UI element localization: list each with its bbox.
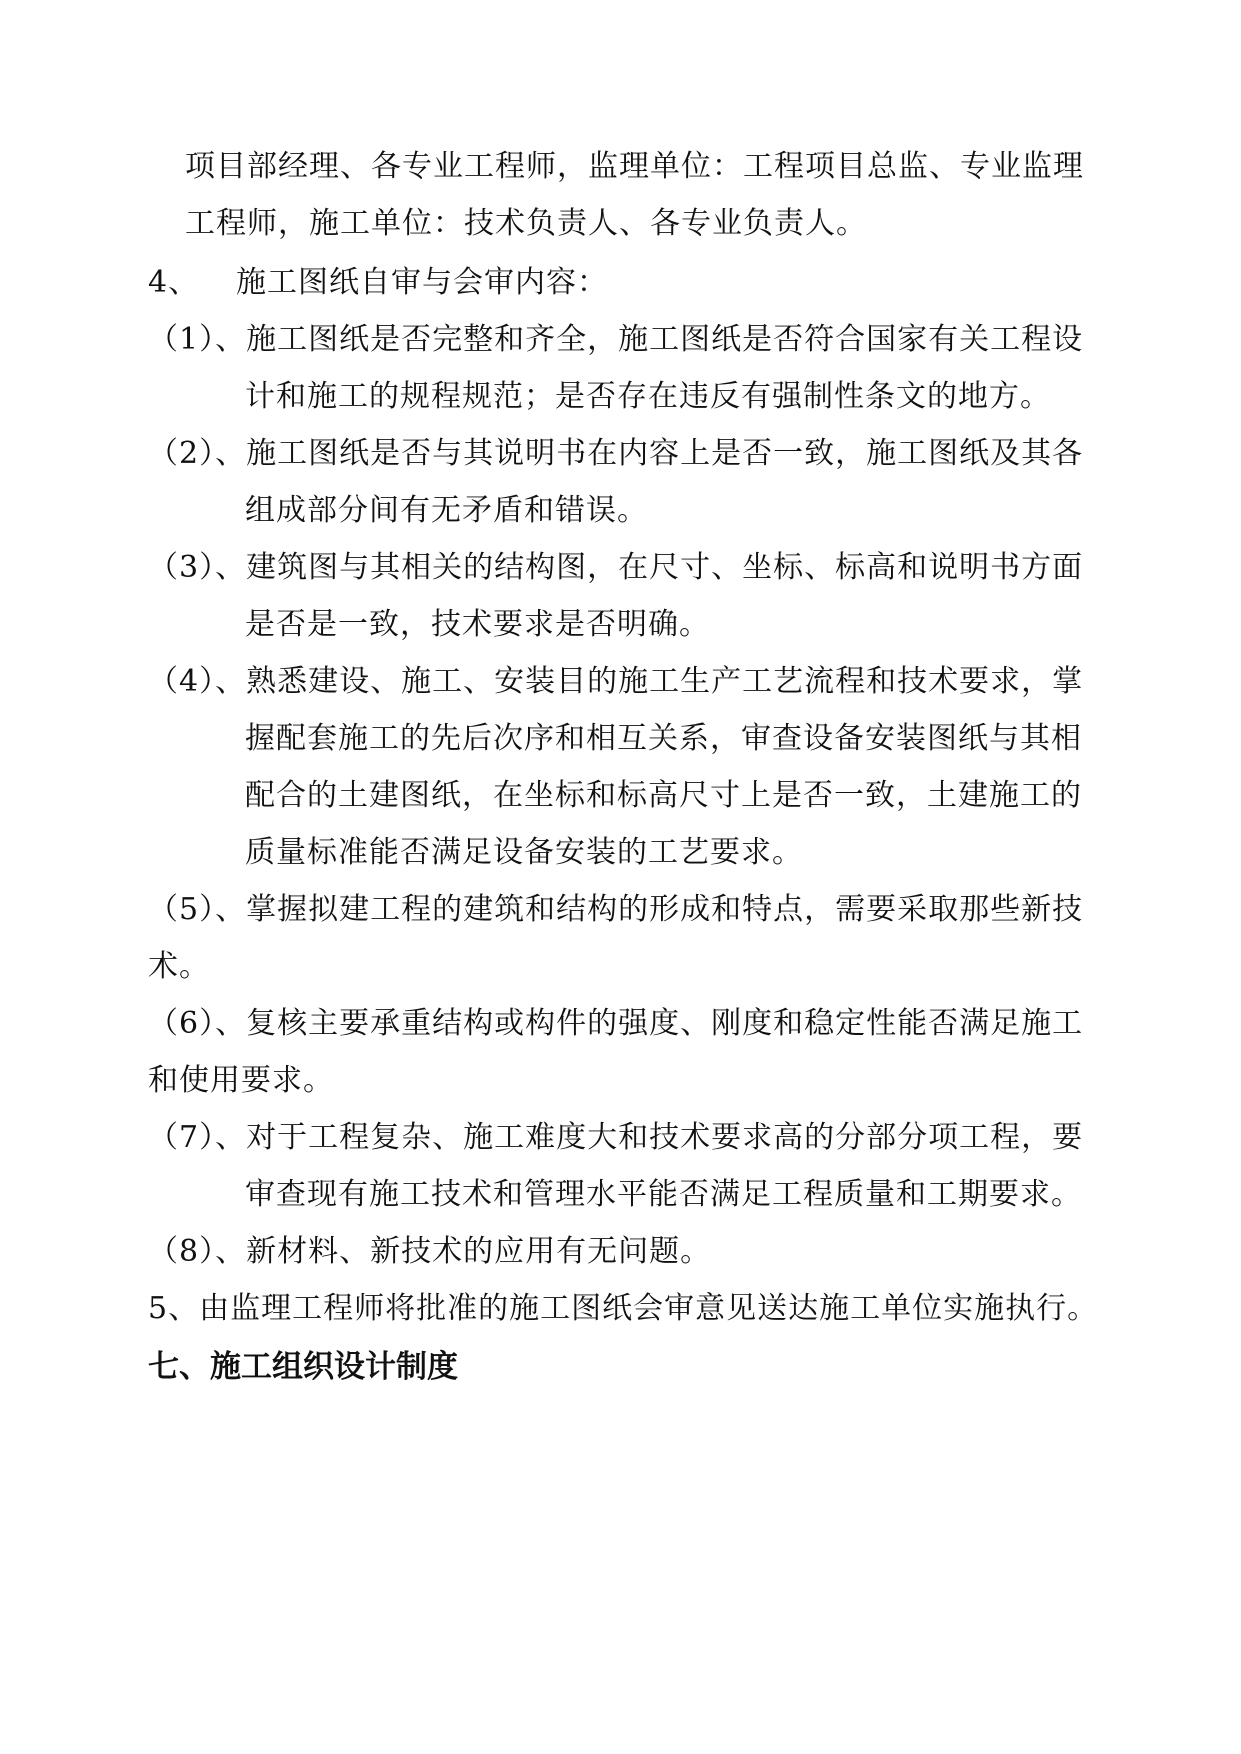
text-line: 是否是一致，技术要求是否明确。 <box>245 607 710 642</box>
text-line: 5、由监理工程师将批准的施工图纸会审意见送达施工单位实施执行。 <box>148 1291 1099 1326</box>
text-line: （8）、新材料、新技术的应用有无问题。 <box>148 1234 712 1269</box>
text-line: 握配套施工的先后次序和相互关系，审查设备安装图纸与其相 <box>245 721 1082 756</box>
text-line: （2）、施工图纸是否与其说明书在内容上是否一致，施工图纸及其各 <box>148 436 1084 471</box>
text-line: 计和施工的规程规范；是否存在违反有强制性条文的地方。 <box>245 379 1051 414</box>
text-line: （3）、建筑图与其相关的结构图，在尺寸、坐标、标高和说明书方面 <box>148 550 1084 585</box>
text-line: 组成部分间有无矛盾和错误。 <box>245 493 648 528</box>
text-line: （1）、施工图纸是否完整和齐全，施工图纸是否符合国家有关工程设 <box>148 322 1084 357</box>
text-line: （4）、熟悉建设、施工、安装目的施工生产工艺流程和技术要求，掌 <box>148 664 1084 699</box>
text-line: （5）、掌握拟建工程的建筑和结构的形成和特点，需要采取那些新技 <box>148 892 1084 927</box>
text-line: （7）、对于工程复杂、施工难度大和技术要求高的分部分项工程，要 <box>148 1120 1084 1155</box>
text-line: 和使用要求。 <box>148 1063 334 1098</box>
text-line: 术。 <box>148 949 210 984</box>
text-line: （6）、复核主要承重结构或构件的强度、刚度和稳定性能否满足施工 <box>148 1006 1084 1041</box>
text-line: 审查现有施工技术和管理水平能否满足工程质量和工期要求。 <box>245 1177 1082 1212</box>
text-line: 工程师，施工单位：技术负责人、各专业负责人。 <box>185 206 867 241</box>
item-number: 4、 <box>148 265 200 300</box>
section-heading: 七、施工组织设计制度 <box>148 1349 458 1385</box>
text-line: 项目部经理、各专业工程师，监理单位：工程项目总监、专业监理 <box>185 149 1084 184</box>
text-line: 配合的土建图纸，在坐标和标高尺寸上是否一致，土建施工的 <box>245 778 1082 813</box>
section-heading-text: 施工图纸自审与会审内容： <box>236 265 608 300</box>
text-line: 质量标准能否满足设备安装的工艺要求。 <box>245 835 803 870</box>
